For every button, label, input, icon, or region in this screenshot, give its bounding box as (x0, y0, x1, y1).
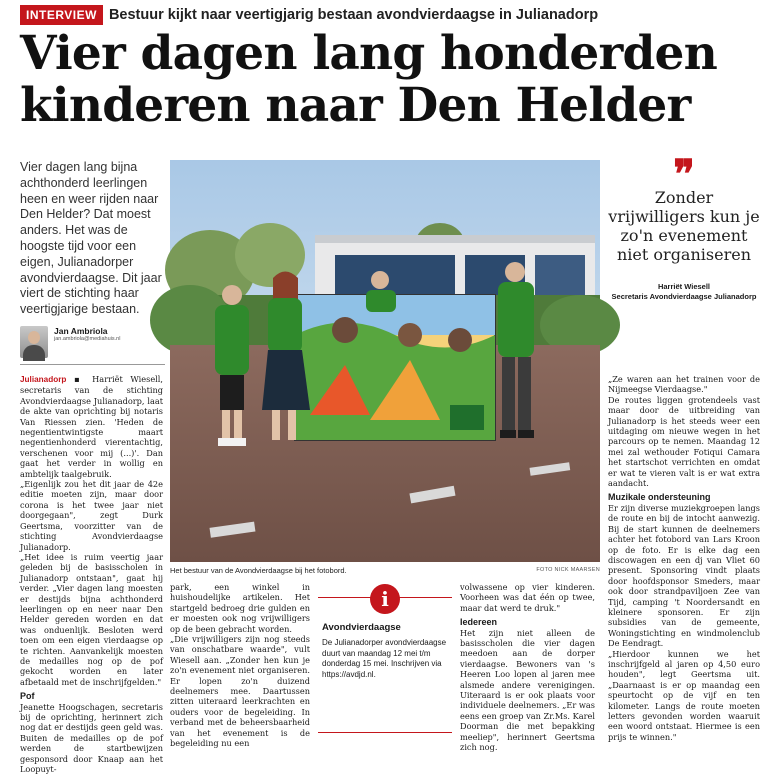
author-details (54, 326, 120, 342)
photo-illustration (170, 160, 600, 562)
paragraph: „Het idee is ruim veertig jaar geleden bij de basisscholen in Julianadorp ontstaan", gaat hij verder. „Vier dagen lang moesten er destijds bijna achthonderd leerlingen op en neer naar Den Helder gereden worden en dat was onduenlijk. Besloten werd toen om een eigen vierdaagse op te richten. Aanvankelijk moesten de medailles nog op de pof gekocht worden en later afbetaald met de inschrijfgelden." (20, 551, 163, 687)
paragraph: Julianadorp ▪ Harriët Wiesell, secretaris van de stichting Avondvierdaagse Julianadorp, laat de akte van oprichting bij notaris Van Riessen zien. 'Heden de negentientwintigste maart negentienhonderd vierentachtig, verschenen voor mij (...)'. Dan gaat het verder in wollig en ambtelijk taalgebruik. (20, 374, 163, 479)
author-email: jan.ambriola@mediahuis.nl (54, 336, 121, 342)
paragraph: park, een winkel in huishoudelijke artikelen. Het startgeld bedroeg drie gulden en er moesten ook nog vrijwilligers op de been gebracht worden. (170, 582, 310, 634)
info-bottom-divider (318, 732, 452, 733)
paragraph: Er zijn diverse muziekgroepen langs de route en bij de intocht aanwezig. Bij de start kunnen de deelnemers achter het fotobord van Lars Kroon op de foto. Er is elke dag een discowagen en een dj van Vliet 60 present. Sponsoring vindt plaats door hoofdsponsor Smeders, maar ook door strandpaviljoen Zee van Tijd, camping 't Noordersandt en kleinere sponsoren. Er zijn subsidies van de gemeente, Woningstichting en windmolenclub De Eendragt. (608, 502, 760, 649)
quote-name: Harriët Wiesell (657, 282, 711, 291)
subheading-pof: Pof (20, 691, 35, 702)
headline (20, 28, 760, 132)
quote-marks-icon: ❞ (673, 151, 695, 198)
photo-caption-row (170, 564, 600, 576)
headline-line-1: Vier dagen lang honderden (20, 26, 718, 81)
section-tag: INTERVIEW (20, 5, 103, 25)
article-column-4 (608, 374, 760, 742)
info-box (318, 582, 452, 735)
author-divider (20, 364, 165, 365)
pull-quote (608, 151, 760, 340)
paragraph: „Eigenlijk zou het dit jaar de 42e editie moeten zijn, maar door corona is het twee jaar niet doorgegaan", zegt Durk Geertsma, voorzitter van de stichting Avondvierdaagse Julianadorp. (20, 479, 163, 552)
paragraph: „Ze waren aan het trainen voor de Nijmeegse Vierdaagse." (608, 374, 760, 395)
kicker-line (20, 4, 760, 26)
author-avatar (20, 326, 48, 358)
quote-role: Secretaris Avondvierdaagse Julianadorp (611, 291, 757, 301)
subheading-muziek: Muzikale ondersteuning (608, 492, 711, 503)
paragraph: Het zijn niet alleen de basisscholen die vier dagen meedoen aan de dorper vierdaagse. Bewoners van 's Heeren Loo lopen al jaren mee alsmede andere verenigingen. Uiteraard is er ook plaats voor individuele deelnemers. „Er was eens een groep van Zr.Ms. Karel Doorman die met bepakking meeliep", herinnert Geertsma zich nog. (460, 627, 595, 753)
article-photo (170, 160, 600, 562)
paragraph: volwassene op vier kinderen. Voorheen was dat één op twee, maar dat werd te druk." (460, 582, 595, 613)
photo-caption: Het bestuur van de Avondvierdaagse bij het fotobord. (170, 565, 347, 575)
quote-text: Zonder vrijwilligers kun je zo'n evenement niet organiseren (608, 188, 760, 264)
article-column-2 (170, 582, 310, 749)
author-byline (20, 326, 165, 364)
info-title: Avondvierdaagse (322, 622, 401, 633)
info-icon: i (370, 584, 400, 614)
kicker-subtitle: Bestuur kijkt naar veertigjarig bestaan avondvierdaagse in Julianadorp (108, 7, 599, 23)
dateline: Julianadorp (20, 375, 67, 384)
headline-line-2: kinderen naar Den Helder (20, 78, 691, 133)
author-name: Jan Ambriola (54, 326, 108, 336)
paragraph-text: Harriët Wiesell, secretaris van de stichting Avondvierdaagse Julianadorp, laat de akte van oprichting bij notaris Van Riessen zien. 'Heden de negentientwintigste maart negentienhonderd vierentachtig, verschenen voor mij (...)'. Dan gaat het verder in wollig en ambtelijk taalgebruik. (20, 374, 163, 479)
paragraph: De routes liggen grotendeels vast maar door de uitbreiding van Julianadorp is het steeds weer een uitdaging om nieuwe wegen in het parcours op te nemen. Maandag 12 mei zal wethouder Fotiqui Camara het startschot verrichten en omdat er wat te vieren valt is er wat extra aandacht. (608, 394, 760, 489)
paragraph: Jeanette Hoogschagen, secretaris bij de oprichting, herinnert zich nog dat er destijds geen geld was. Buiten de medailles op de pof werden de startbewijzen gesponsord door Knaap aan het Loopuyt- (20, 701, 163, 774)
photo-credit: FOTO NICK MAARSEN (536, 567, 600, 573)
info-text: De Julianadorper avondvierdaagse duurt van maandag 12 mei t/m donderdag 15 mei. Inschrijven via https://avdjd.nl. (322, 638, 447, 679)
paragraph: „Die vrijwilligers zijn nog steeds van onschatbare waarde", vult Wiesell aan. „Zonder hen kun je zo'n evenement niet organiseren. Er lopen zo'n duizend deelnemers mee. Daartussen zitten uiteraard leerkrachten en ouders voor de begeleiding. In verband met de beheersbaarheid van het evenement is de begeleiding nu een (170, 634, 310, 749)
subheading-iedereen: Iedereen (460, 617, 498, 628)
paragraph: „Hierdoor kunnen we het inschrijfgeld al jaren op 4,50 euro houden", legt Geertsma uit. „Daarnaast is er op maandag een speurtocht op de vijf en ten kilometer. Langs de route moeten letters gevonden worden waaruit een woord ontstaat. Hiermee is een prijs te winnen." (608, 648, 760, 742)
quote-attribution (608, 282, 760, 301)
intro-paragraph: Vier dagen lang bijna achthonderd leerlingen heen en weer rijden naar Den Helder? Dat moest anders. Het was de hoogste tijd voor een eigen, Julianadorper avondvierdaagse. Dit jaar viert de stichting haar veertigjarige bestaan. (20, 160, 162, 317)
article-column-3 (460, 582, 595, 753)
article-column-1 (20, 374, 163, 774)
